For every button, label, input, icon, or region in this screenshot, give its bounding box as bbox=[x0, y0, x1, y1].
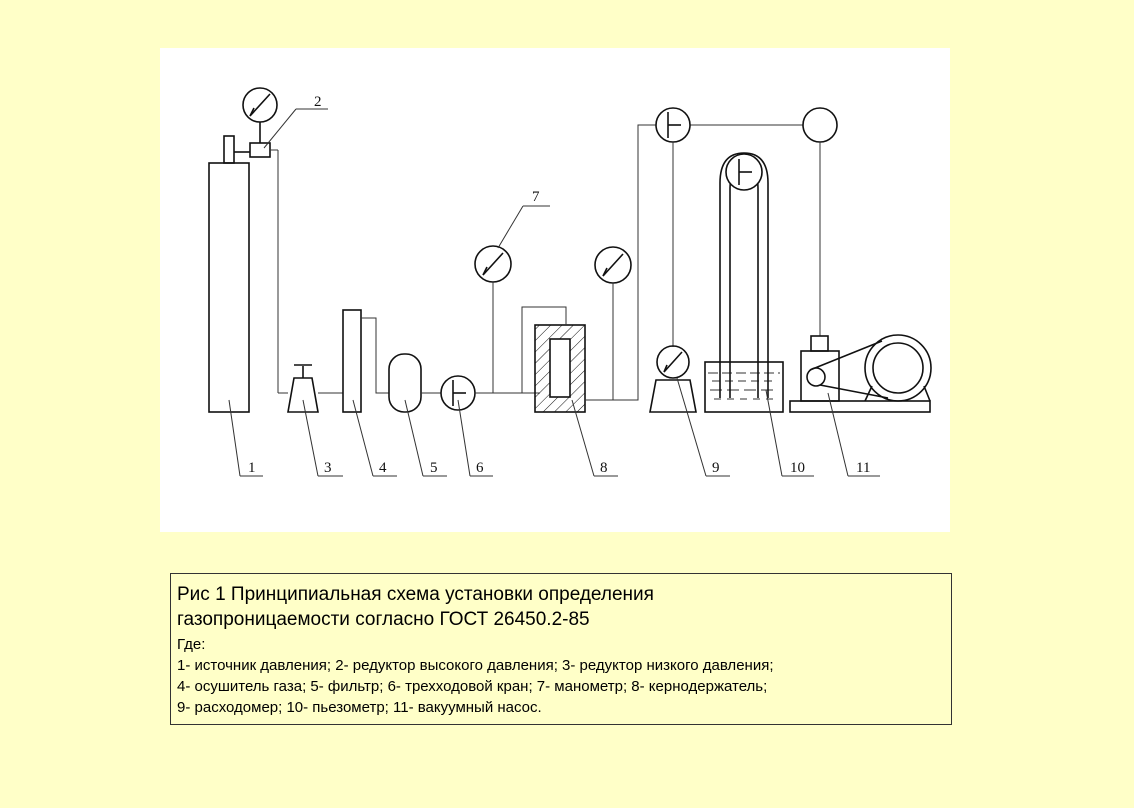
flowmeter bbox=[650, 346, 696, 412]
top-three-way-valve bbox=[656, 108, 690, 347]
pipe-2-to-3 bbox=[270, 150, 288, 393]
caption-legend-line-2: 4- осушитель газа; 5- фильтр; 6- трехходовой кран; 7- манометр; 8- кернодержатель; bbox=[177, 678, 768, 695]
gas-dryer bbox=[343, 310, 389, 412]
label-5: 5 bbox=[430, 460, 438, 476]
caption-legend-line-1: 1- источник давления; 2- редуктор высокого давления; 3- редуктор низкого давления; bbox=[177, 657, 774, 674]
caption-legend-line-3: 9- расходомер; 10- пьезометр; 11- вакуумный насос. bbox=[177, 699, 542, 716]
vacuum-pump bbox=[790, 335, 931, 412]
caption-title-line-1: Рис 1 Принципиальная схема установки определения bbox=[177, 584, 654, 605]
label-2: 2 bbox=[314, 94, 322, 110]
outlet-manometer bbox=[595, 247, 631, 400]
low-pressure-reducer bbox=[288, 365, 318, 412]
label-3: 3 bbox=[324, 460, 332, 476]
label-7: 7 bbox=[532, 189, 540, 205]
caption-where-label: Где: bbox=[177, 636, 206, 653]
vacuum-valve bbox=[803, 108, 837, 336]
label-4: 4 bbox=[379, 460, 387, 476]
piezometer bbox=[705, 153, 783, 412]
label-10: 10 bbox=[790, 460, 805, 476]
three-way-valve bbox=[441, 376, 475, 410]
schematic-diagram bbox=[160, 48, 950, 532]
upper-pipeline bbox=[630, 125, 803, 400]
label-9: 9 bbox=[712, 460, 720, 476]
label-8: 8 bbox=[600, 460, 608, 476]
label-1: 1 bbox=[248, 460, 256, 476]
core-holder bbox=[522, 307, 630, 412]
label-11: 11 bbox=[856, 460, 871, 476]
label-6: 6 bbox=[476, 460, 484, 476]
filter bbox=[389, 354, 421, 412]
caption-title-line-2: газопроницаемости согласно ГОСТ 26450.2-85 bbox=[177, 609, 590, 630]
figure-caption bbox=[170, 573, 952, 725]
gas-cylinder bbox=[209, 136, 250, 412]
